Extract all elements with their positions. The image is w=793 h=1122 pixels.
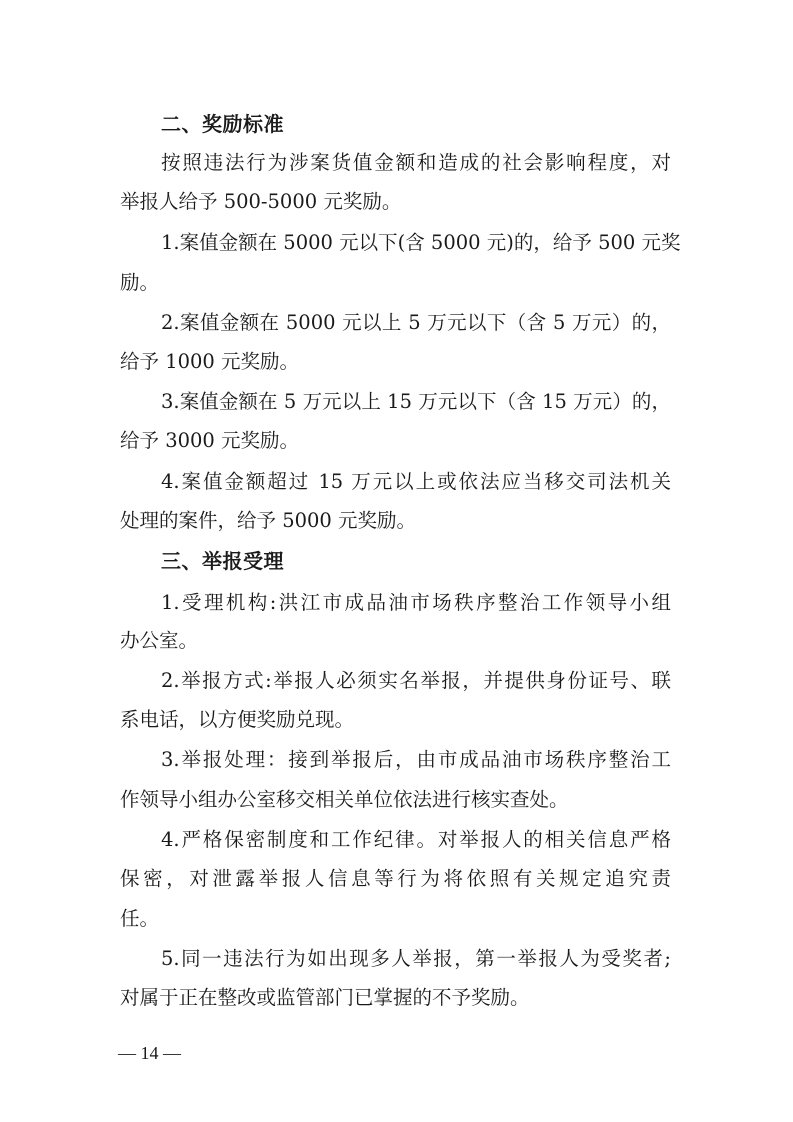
paragraph-line: 1.案值金额在 5000 元以下(含 5000 元)的，给予 500 元奖 [161,231,681,254]
paragraph-line: 保密，对泄露举报人信息等行为将依照有关规定追究责 [120,867,671,890]
section-heading-report-acceptance: 三、举报受理 [161,549,284,573]
section-heading-reward-standard: 二、奖励标准 [161,112,284,136]
paragraph-line: 举报人给予 500-5000 元奖励。 [120,190,402,213]
paragraph-line: 系电话，以方便奖励兑现。 [120,708,355,731]
paragraph-line: 3.案值金额在 5 万元以上 15 万元以下（含 15 万元）的， [161,390,671,413]
page-number: — 14 — [118,1043,181,1063]
paragraph-line: 任。 [120,907,160,930]
paragraph-line: 处理的案件，给予 5000 元奖励。 [120,509,417,532]
paragraph-line: 给予 3000 元奖励。 [120,429,300,452]
paragraph-line: 2.案值金额在 5000 元以上 5 万元以下（含 5 万元）的， [161,311,671,334]
paragraph-line: 按照违法行为涉案货值金额和造成的社会影响程度，对 [161,151,671,174]
paragraph-line: 3.举报处理：接到举报后，由市成品油市场秩序整治工 [161,748,671,771]
paragraph-line: 5.同一违法行为如出现多人举报，第一举报人为受奖者; [161,947,671,970]
paragraph-line: 4.严格保密制度和工作纪律。对举报人的相关信息严格 [161,828,671,851]
paragraph-line: 1.受理机构:洪江市成品油市场秩序整治工作领导小组 [161,591,671,614]
paragraph-line: 对属于正在整改或监管部门已掌握的不予奖励。 [120,986,530,1009]
paragraph-line: 作领导小组办公室移交相关单位依法进行核实查处。 [120,788,569,811]
paragraph-line: 给予 1000 元奖励。 [120,350,300,373]
paragraph-line: 2.举报方式:举报人必须实名举报，并提供身份证号、联 [161,669,671,692]
paragraph-line: 励。 [120,271,160,294]
paragraph-line: 4.案值金额超过 15 万元以上或依法应当移交司法机关 [161,470,671,493]
paragraph-line: 办公室。 [120,629,199,652]
